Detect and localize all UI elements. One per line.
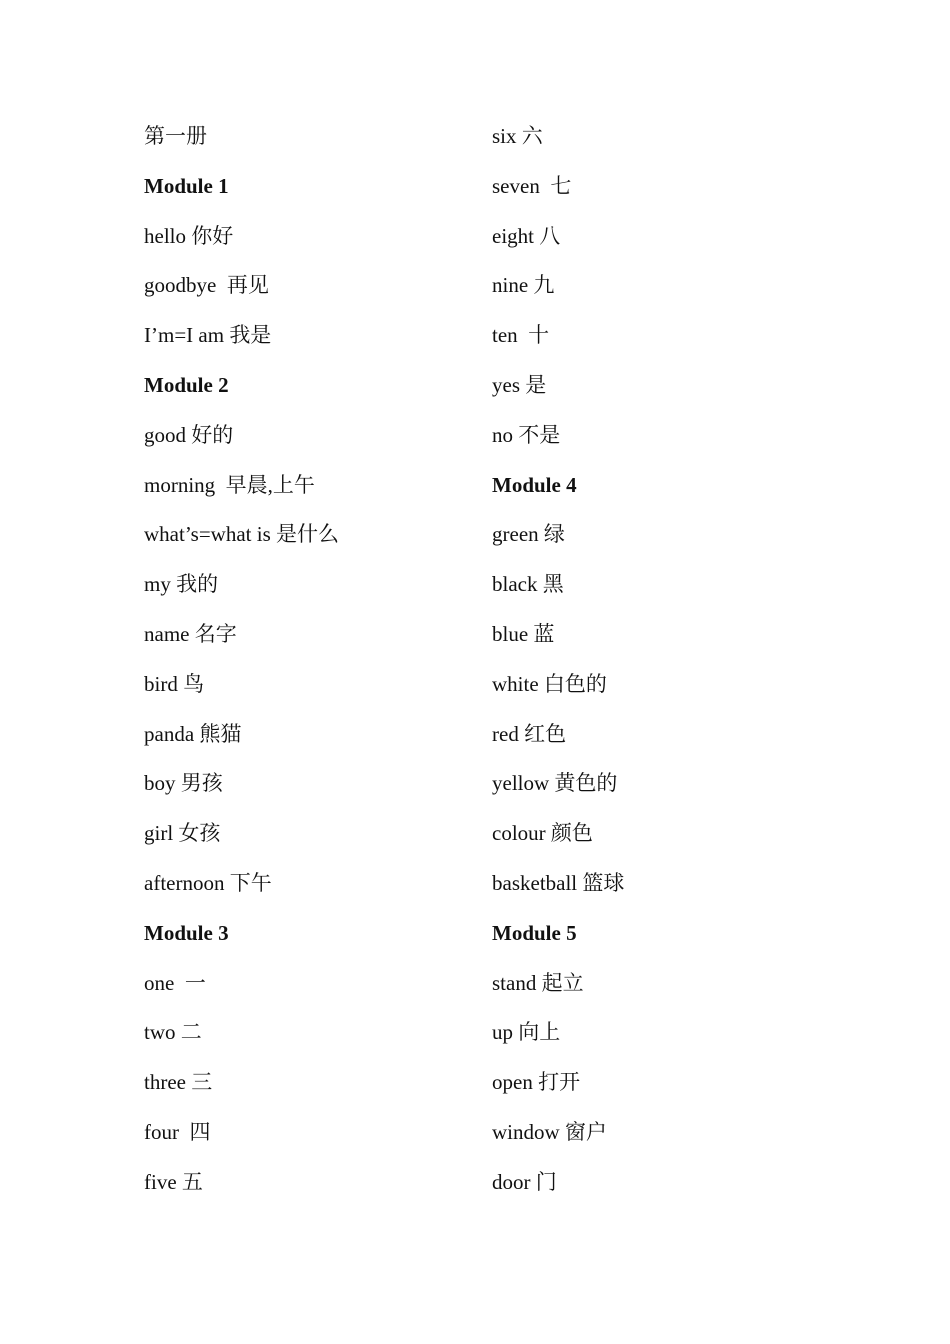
vocabulary-entry: I’m=I am 我是: [144, 323, 272, 348]
vocabulary-entry: girl 女孩: [144, 821, 221, 846]
vocabulary-entry: hello 你好: [144, 223, 234, 248]
vocabulary-entry: goodbye 再见: [144, 273, 269, 298]
vocabulary-entry: two 二: [144, 1020, 202, 1045]
vocabulary-entry: what’s=what is 是什么: [144, 522, 339, 547]
vocabulary-entry: no 不是: [492, 422, 561, 447]
vocabulary-entry: one 一: [144, 970, 206, 995]
vocabulary-entry: four 四: [144, 1119, 211, 1144]
vocabulary-entry: white 白色的: [492, 671, 607, 696]
vocabulary-entry: seven 七: [492, 173, 572, 198]
vocabulary-entry: red 红色: [492, 721, 567, 746]
vocabulary-entry: nine 九: [492, 273, 555, 298]
vocabulary-entry: three 三: [144, 1070, 213, 1095]
module-heading: Module 3: [144, 920, 229, 945]
vocabulary-entry: ten 十: [492, 323, 550, 348]
vocabulary-entry: boy 男孩: [144, 771, 223, 796]
vocabulary-entry: name 名字: [144, 621, 237, 646]
vocabulary-entry: bird 鸟: [144, 671, 205, 696]
vocabulary-entry: stand 起立: [492, 970, 584, 995]
vocabulary-entry: colour 颜色: [492, 821, 593, 846]
vocabulary-entry: afternoon 下午: [144, 870, 272, 895]
vocabulary-column-right: [492, 112, 822, 1208]
vocabulary-entry: up 向上: [492, 1020, 561, 1045]
module-heading: Module 5: [492, 920, 577, 945]
vocabulary-entry: blue 蓝: [492, 621, 555, 646]
vocabulary-entry: yellow 黄色的: [492, 771, 618, 796]
module-heading: Module 2: [144, 372, 229, 397]
vocabulary-entry: 第一册: [144, 124, 207, 148]
vocabulary-entry: five 五: [144, 1169, 203, 1194]
vocabulary-entry: my 我的: [144, 572, 219, 597]
vocabulary-entry: green 绿: [492, 522, 565, 547]
vocabulary-entry: eight 八: [492, 223, 561, 248]
vocabulary-entry: black 黑: [492, 572, 564, 597]
vocabulary-column-left: [144, 112, 474, 1208]
vocabulary-entry: six 六: [492, 124, 543, 148]
vocabulary-entry: basketball 篮球: [492, 870, 625, 895]
vocabulary-entry: window 窗户: [492, 1119, 607, 1144]
vocabulary-entry: door 门: [492, 1169, 557, 1194]
vocabulary-entry: panda 熊猫: [144, 721, 242, 746]
module-heading: Module 4: [492, 472, 577, 497]
module-heading: Module 1: [144, 173, 229, 198]
vocabulary-entry: good 好的: [144, 422, 234, 447]
vocabulary-entry: open 打开: [492, 1070, 581, 1095]
vocabulary-entry: morning 早晨,上午: [144, 472, 315, 497]
vocabulary-entry: yes 是: [492, 372, 547, 397]
